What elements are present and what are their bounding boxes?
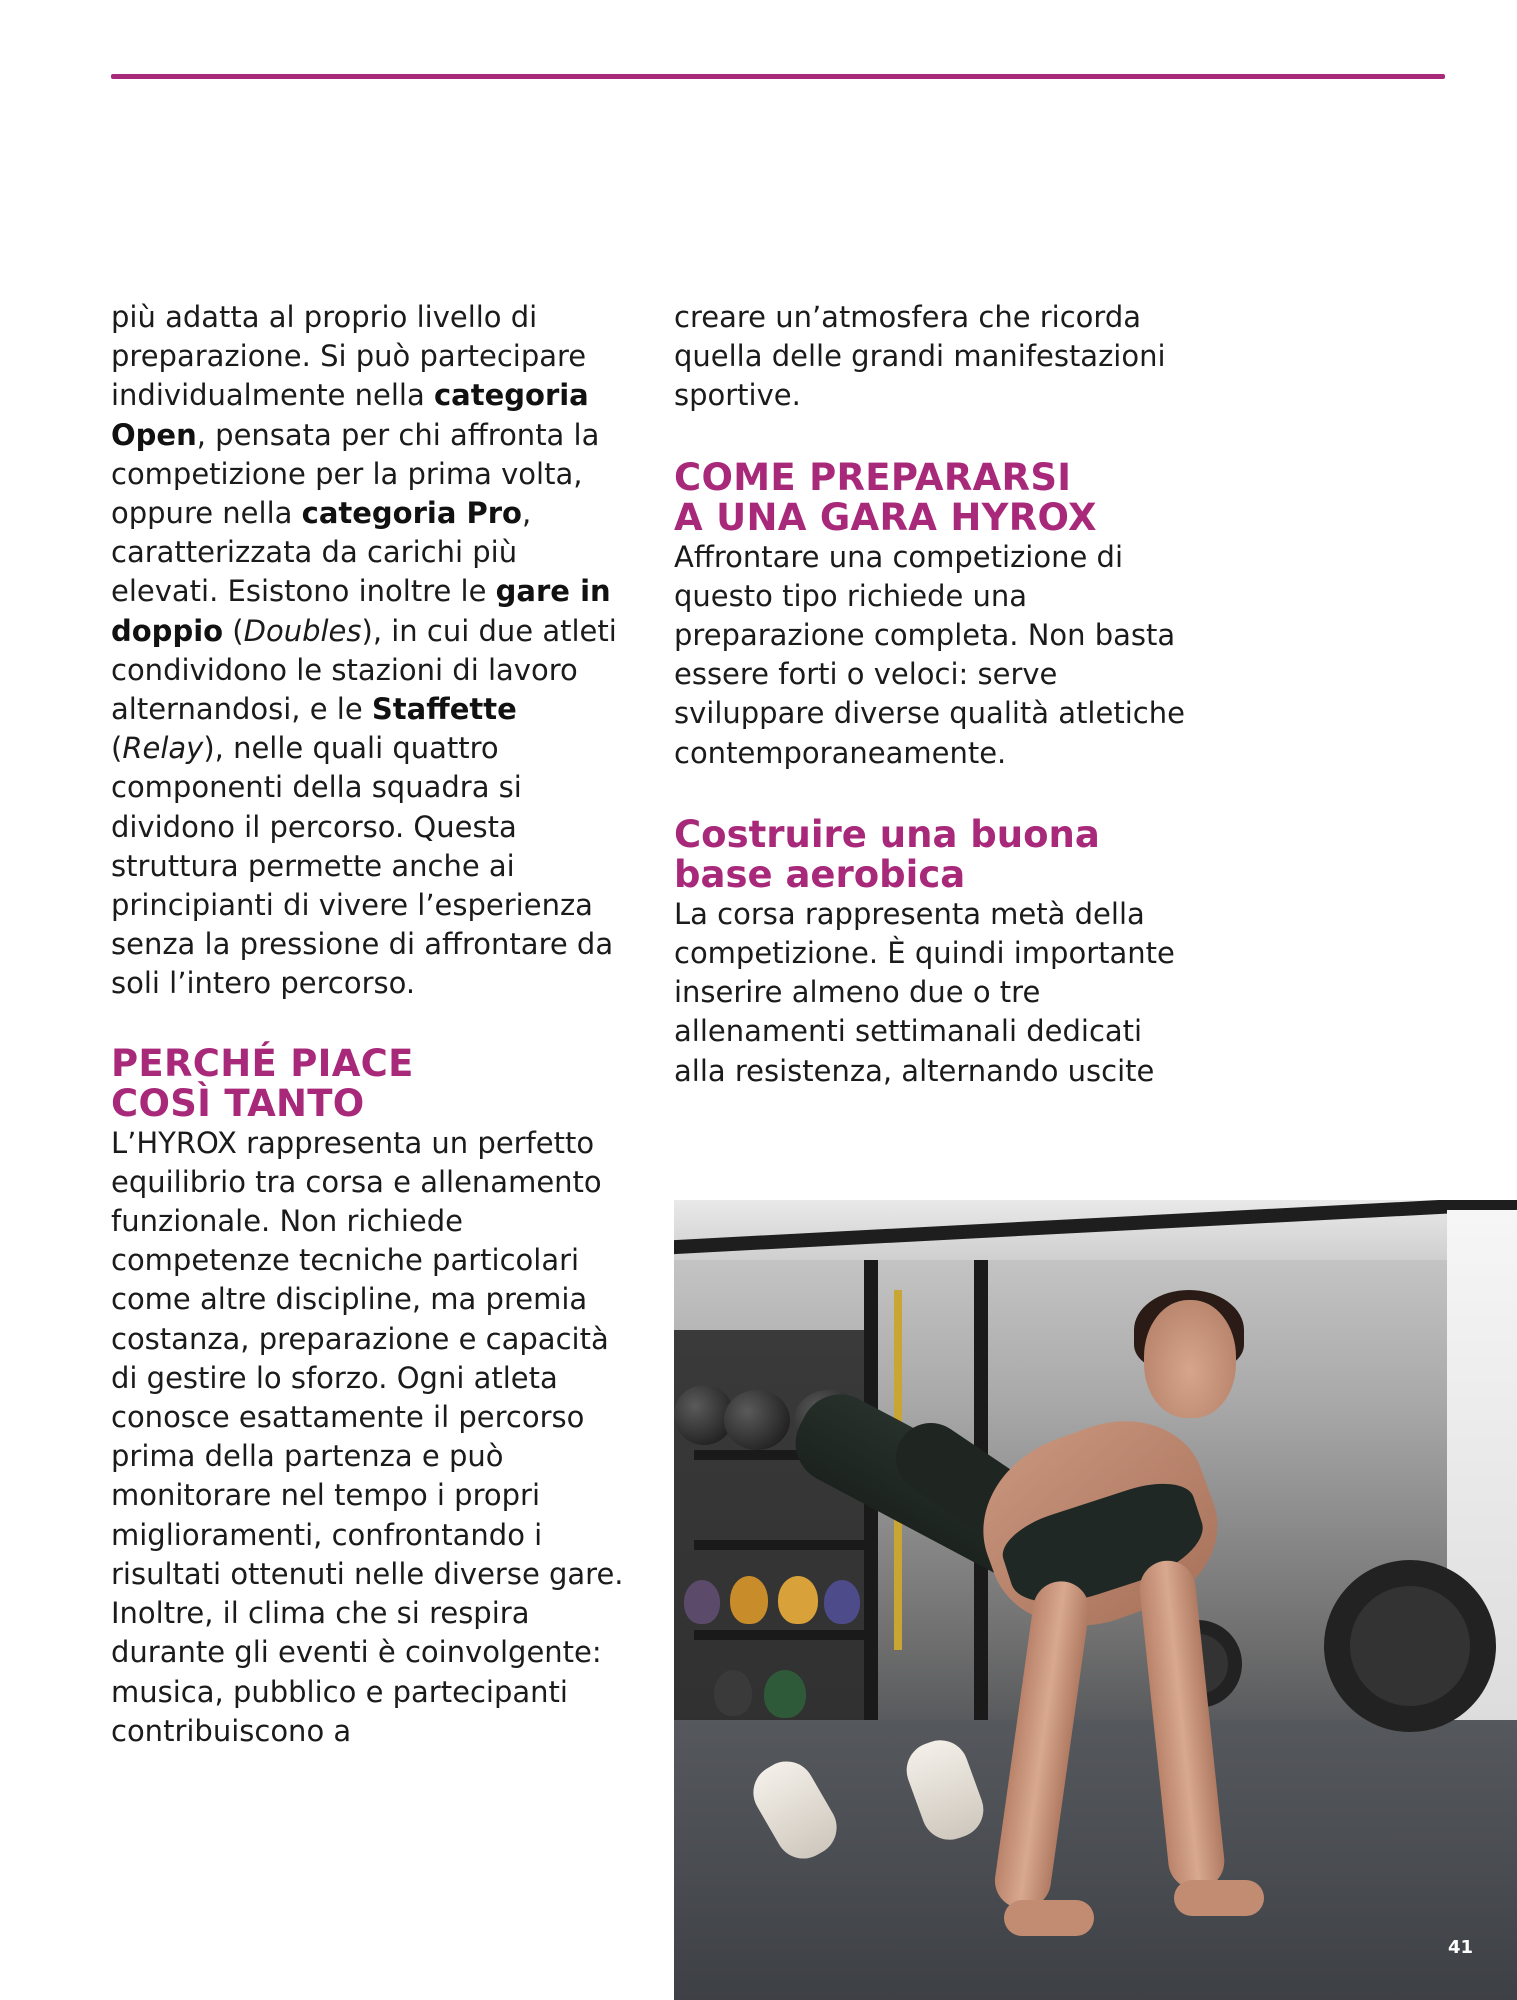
- paragraph-corsa: La corsa rappresenta metà della competizione. È quindi importante inserire almeno due o tre allenamenti settimanali dedicati alla resistenza, alternando uscite: [674, 896, 1175, 1088]
- left-column: [111, 298, 631, 1751]
- kettlebell: [684, 1580, 720, 1624]
- subheading-line: Costruire una buona: [674, 812, 1100, 856]
- paragraph-preparazione: Affrontare una competizione di questo tipo richiede una preparazione completa. Non basta essere forti o veloci: serve sviluppare diverse qualità atletiche contemporaneamente.: [674, 539, 1185, 770]
- kettlebell: [764, 1670, 806, 1718]
- kettlebell: [714, 1670, 752, 1716]
- kettlebell: [824, 1580, 860, 1624]
- gym-photo: [674, 1200, 1517, 2000]
- paragraph-categories: [111, 298, 631, 1004]
- heading-line: COSÌ TANTO: [111, 1081, 365, 1125]
- kettlebell: [730, 1576, 768, 1624]
- bold-term-open: categoria Open: [111, 378, 589, 452]
- text-run: (: [111, 731, 123, 766]
- heading-line: A UNA GARA HYROX: [674, 495, 1097, 539]
- heading-line: PERCHÉ PIACE: [111, 1041, 414, 1085]
- photo-shelf: [694, 1630, 864, 1640]
- person-hand: [1174, 1880, 1264, 1916]
- subheading-line: base aerobica: [674, 852, 966, 896]
- rower-flywheel: [1324, 1560, 1496, 1732]
- bold-term-relay: Staffette: [371, 692, 517, 727]
- text-run: più adatta al proprio livello di preparazione. Si può partecipare individualmente nella: [111, 300, 587, 413]
- section-heading-perche-piace: [111, 1041, 631, 1125]
- person-hand: [1004, 1900, 1094, 1936]
- photo-shelf: [694, 1540, 864, 1550]
- text-run: ), in cui due atleti condividono le stazioni di lavoro alternandosi, e le: [111, 613, 617, 727]
- heading-line: COME PREPARARSI: [674, 455, 1072, 499]
- paragraph-perche-piace: L’HYROX rappresenta un perfetto equilibrio tra corsa e allenamento funzionale. Non richiede competenze tecniche particolari come altre discipline, ma premia costanza, preparazione e capacità di gestire lo sforzo. Ogni atleta conosce esattamente il percorso prima della partenza e può monitorare nel tempo i propri miglioramenti, confrontando i risultati ottenuti nelle diverse gare. Inoltre, il clima che si respira durante gli eventi è coinvolgente: musica, pubblico e partecipanti contribuiscono a: [111, 1125, 624, 1748]
- medicine-ball: [724, 1390, 790, 1450]
- paragraph-atmosfera: creare un’atmosfera che ricorda quella delle grandi manifestazioni sportive.: [674, 300, 1166, 413]
- italic-term-doubles: Doubles: [243, 613, 362, 648]
- section-heading-come-prepararsi: [674, 455, 1194, 539]
- top-divider: [111, 74, 1445, 79]
- kettlebell: [778, 1576, 818, 1624]
- right-column: [674, 298, 1194, 1091]
- text-run: , caratterizzata da carichi più elevati. Esistono inoltre le: [111, 496, 532, 609]
- text-run: ), nelle quali quattro componenti della squadra si dividono il percorso. Questa struttura permette anche ai principianti di vivere l’esperienza senza la pressione di affrontare da soli l’intero percorso.: [111, 731, 614, 1001]
- bold-term-pro: categoria Pro: [301, 496, 522, 531]
- italic-term-relay: Relay: [122, 731, 204, 766]
- subheading-base-aerobica: [674, 812, 1194, 896]
- text-run: (: [223, 613, 244, 648]
- person-head: [1144, 1300, 1236, 1418]
- photo-floor: [674, 1720, 1517, 2000]
- page-number: 41: [1447, 1937, 1473, 1958]
- bold-term-doubles: gare in doppio: [111, 574, 611, 648]
- text-run: , pensata per chi affronta la competizione per la prima volta, oppure nella: [111, 417, 600, 531]
